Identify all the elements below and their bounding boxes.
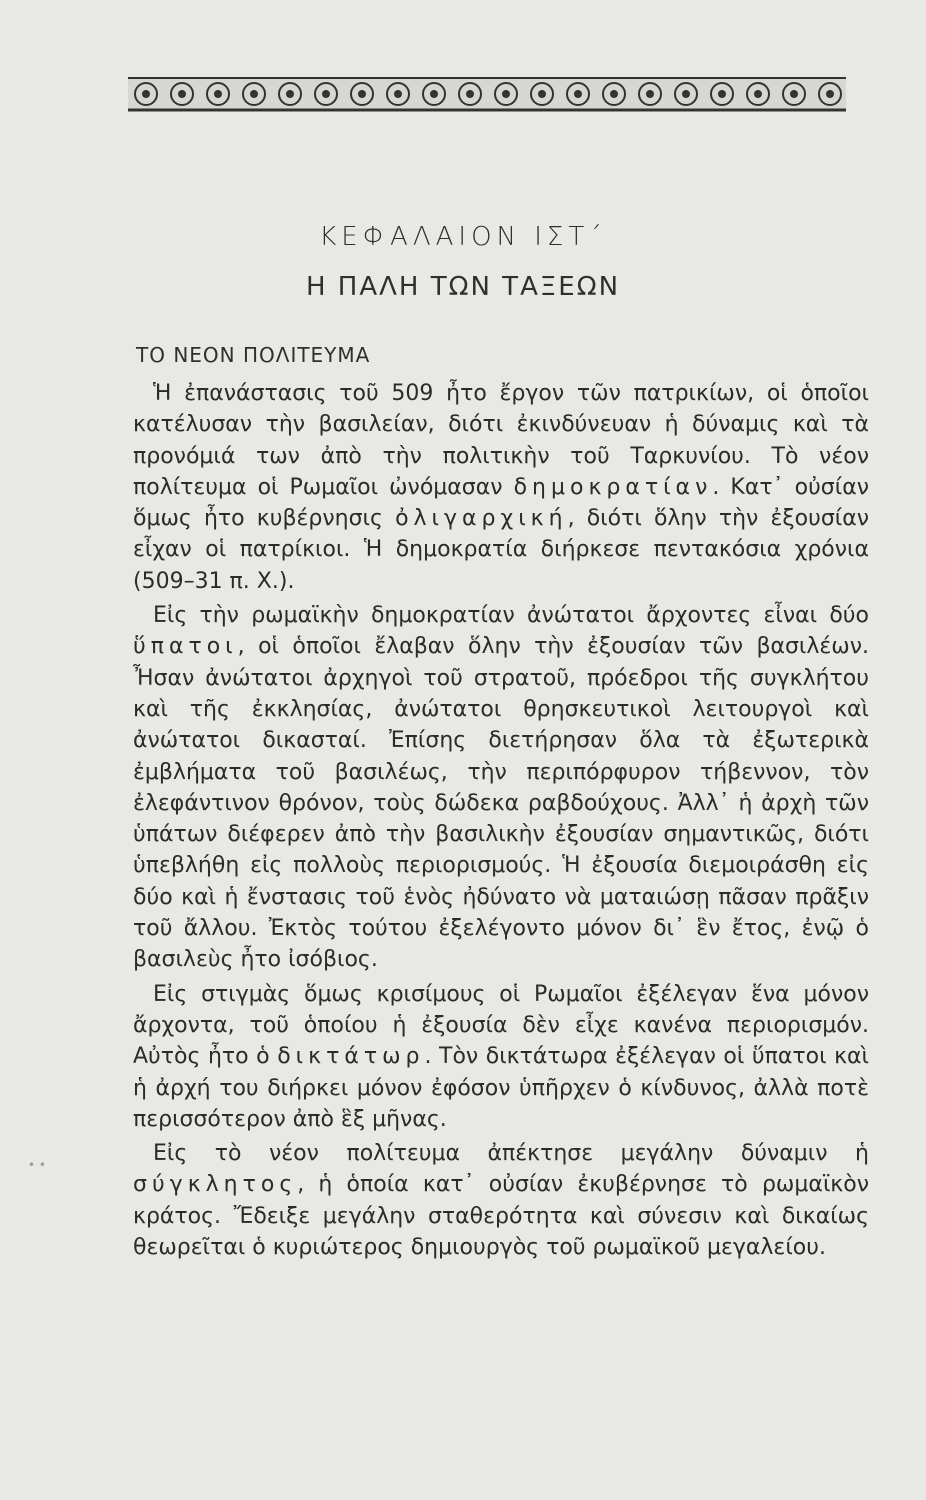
ornament-dot: [755, 91, 761, 97]
ornament-dot: [827, 91, 833, 97]
ornament-dot: [431, 91, 437, 97]
paragraph: Εἰς τὴν ρωμαϊκὴν δημοκρατίαν ἀνώτατοι ἄρχοντες εἶναι δύο ὕπατοι, οἱ ὁποῖοι ἔλαβαν ὅλην τὴν ἐξουσίαν τῶν βασιλέων. Ἦσαν ἀνώτατοι ἀρχηγοὶ τοῦ στρατοῦ, πρόεδροι τῆς συγκλήτου καὶ τῆς ἐκκλησίας, ἀνώτατοι θρησκευτικοὶ λειτουργοὶ καὶ ἀνώτατοι δικασταί. Ἐπίσης διετήρησαν ὅλα τὰ ἐξωτερικὰ ἐμβλήματα τοῦ βασιλέως, τὴν περιπόρφυρον τήβεννον, τὸν ἐλεφάντινον θρόνον, τοὺς δώδεκα ραβδούχους. Ἀλλ᾽ ἡ ἀρχὴ τῶν ὑπάτων διέφερεν ἀπὸ τὴν βασιλικὴν ἐξουσίαν σημαντικῶς, διότι ὑπεβλήθη εἰς πολλοὺς περιορισμούς. Ἡ ἐξουσία διεμοιράσθη εἰς δύο καὶ ἡ ἔνστασις τοῦ ἑνὸς ἠδύνατο νὰ ματαιώσῃ πᾶσαν πρᾶξιν τοῦ ἄλλου. Ἐκτὸς τούτου ἐξελέγοντο μόνον δι᾽ ἓν ἔτος, ἐνῷ ὁ βασιλεὺς ἦτο ἰσόβιος.: [133, 603, 869, 973]
ornament-dot: [719, 91, 725, 97]
ornament-dot: [539, 91, 545, 97]
ornament-dot: [251, 91, 257, 97]
ornament-dot: [143, 91, 149, 97]
body-text: [133, 378, 869, 1263]
ornament-dot: [215, 91, 221, 97]
ornament-dot: [323, 91, 329, 97]
ornament-dot: [395, 91, 401, 97]
ornament-dot: [467, 91, 473, 97]
ornament-dot: [647, 91, 653, 97]
ornament-dot: [179, 91, 185, 97]
chapter-heading: ΚΕΦΑΛΑΙΟΝ ΙΣΤ΄: [319, 222, 607, 252]
ornament-dot: [611, 91, 617, 97]
ornament-dot: [575, 91, 581, 97]
paragraph: Ἡ ἐπανάστασις τοῦ 509 ἦτο ἔργον τῶν πατρικίων, οἱ ὁποῖοι κατέλυσαν τὴν βασιλείαν, διότι ἐκινδύνευαν ἡ δύναμις καὶ τὰ προνόμιά των ἀπὸ τὴν πολιτικὴν τοῦ Ταρκυνίου. Τὸ νέον πολίτευμα οἱ Ρωμαῖοι ὠνόμασαν δημοκρατίαν. Κατ᾽ οὐσίαν ὅμως ἦτο κυβέρνησις ὀλιγαρχική, διότι ὅλην τὴν ἐξουσίαν εἶχαν οἱ πατρίκιοι. Ἡ δημοκρατία διήρκεσε πεντακόσια χρόνια (509–31 π. Χ.).: [133, 381, 869, 594]
ornament-dot: [791, 91, 797, 97]
paragraph: Εἰς τὸ νέον πολίτευμα ἀπέκτησε μεγάλην δύναμιν ἡ σύγκλητος, ἡ ὁποία κατ᾽ οὐσίαν ἐκυβέρνησε τὸ ρωμαϊκὸν κράτος. Ἔδειξε μεγάλην σταθερότητα καὶ σύνεσιν καὶ δικαίως θεωρεῖται ὁ κυριώτερος δημιουργὸς τοῦ ρωμαϊκοῦ μεγαλείου.: [133, 1141, 869, 1261]
ornament-dot: [287, 91, 293, 97]
ornament-dot: [683, 91, 689, 97]
ornament-dot: [359, 91, 365, 97]
ornament-dot: [503, 91, 509, 97]
paragraph: Εἰς στιγμὰς ὅμως κρισίμους οἱ Ρωμαῖοι ἐξέλεγαν ἕνα μόνον ἄρχοντα, τοῦ ὁποίου ἡ ἐξουσία δὲν εἶχε κανένα περιορισμόν. Αὐτὸς ἦτο ὁ δικτάτωρ. Τὸν δικτάτωρα ἐξέλεγαν οἱ ὕπατοι καὶ ἡ ἀρχή του διήρκει μόνον ἐφόσον ὑπῆρχεν ὁ κίνδυνος, ἀλλὰ ποτὲ περισσότερον ἀπὸ ἓξ μῆνας.: [133, 981, 869, 1132]
chapter-title: Η ΠΑΛΗ ΤΩΝ ΤΑΞΕΩΝ: [305, 272, 621, 302]
margin-speck: • •: [28, 1158, 46, 1172]
section-heading: ΤΟ ΝΕΟΝ ΠΟΛΙΤΕΥΜΑ: [136, 343, 371, 367]
meander-circles-ornament-icon: [128, 74, 846, 114]
